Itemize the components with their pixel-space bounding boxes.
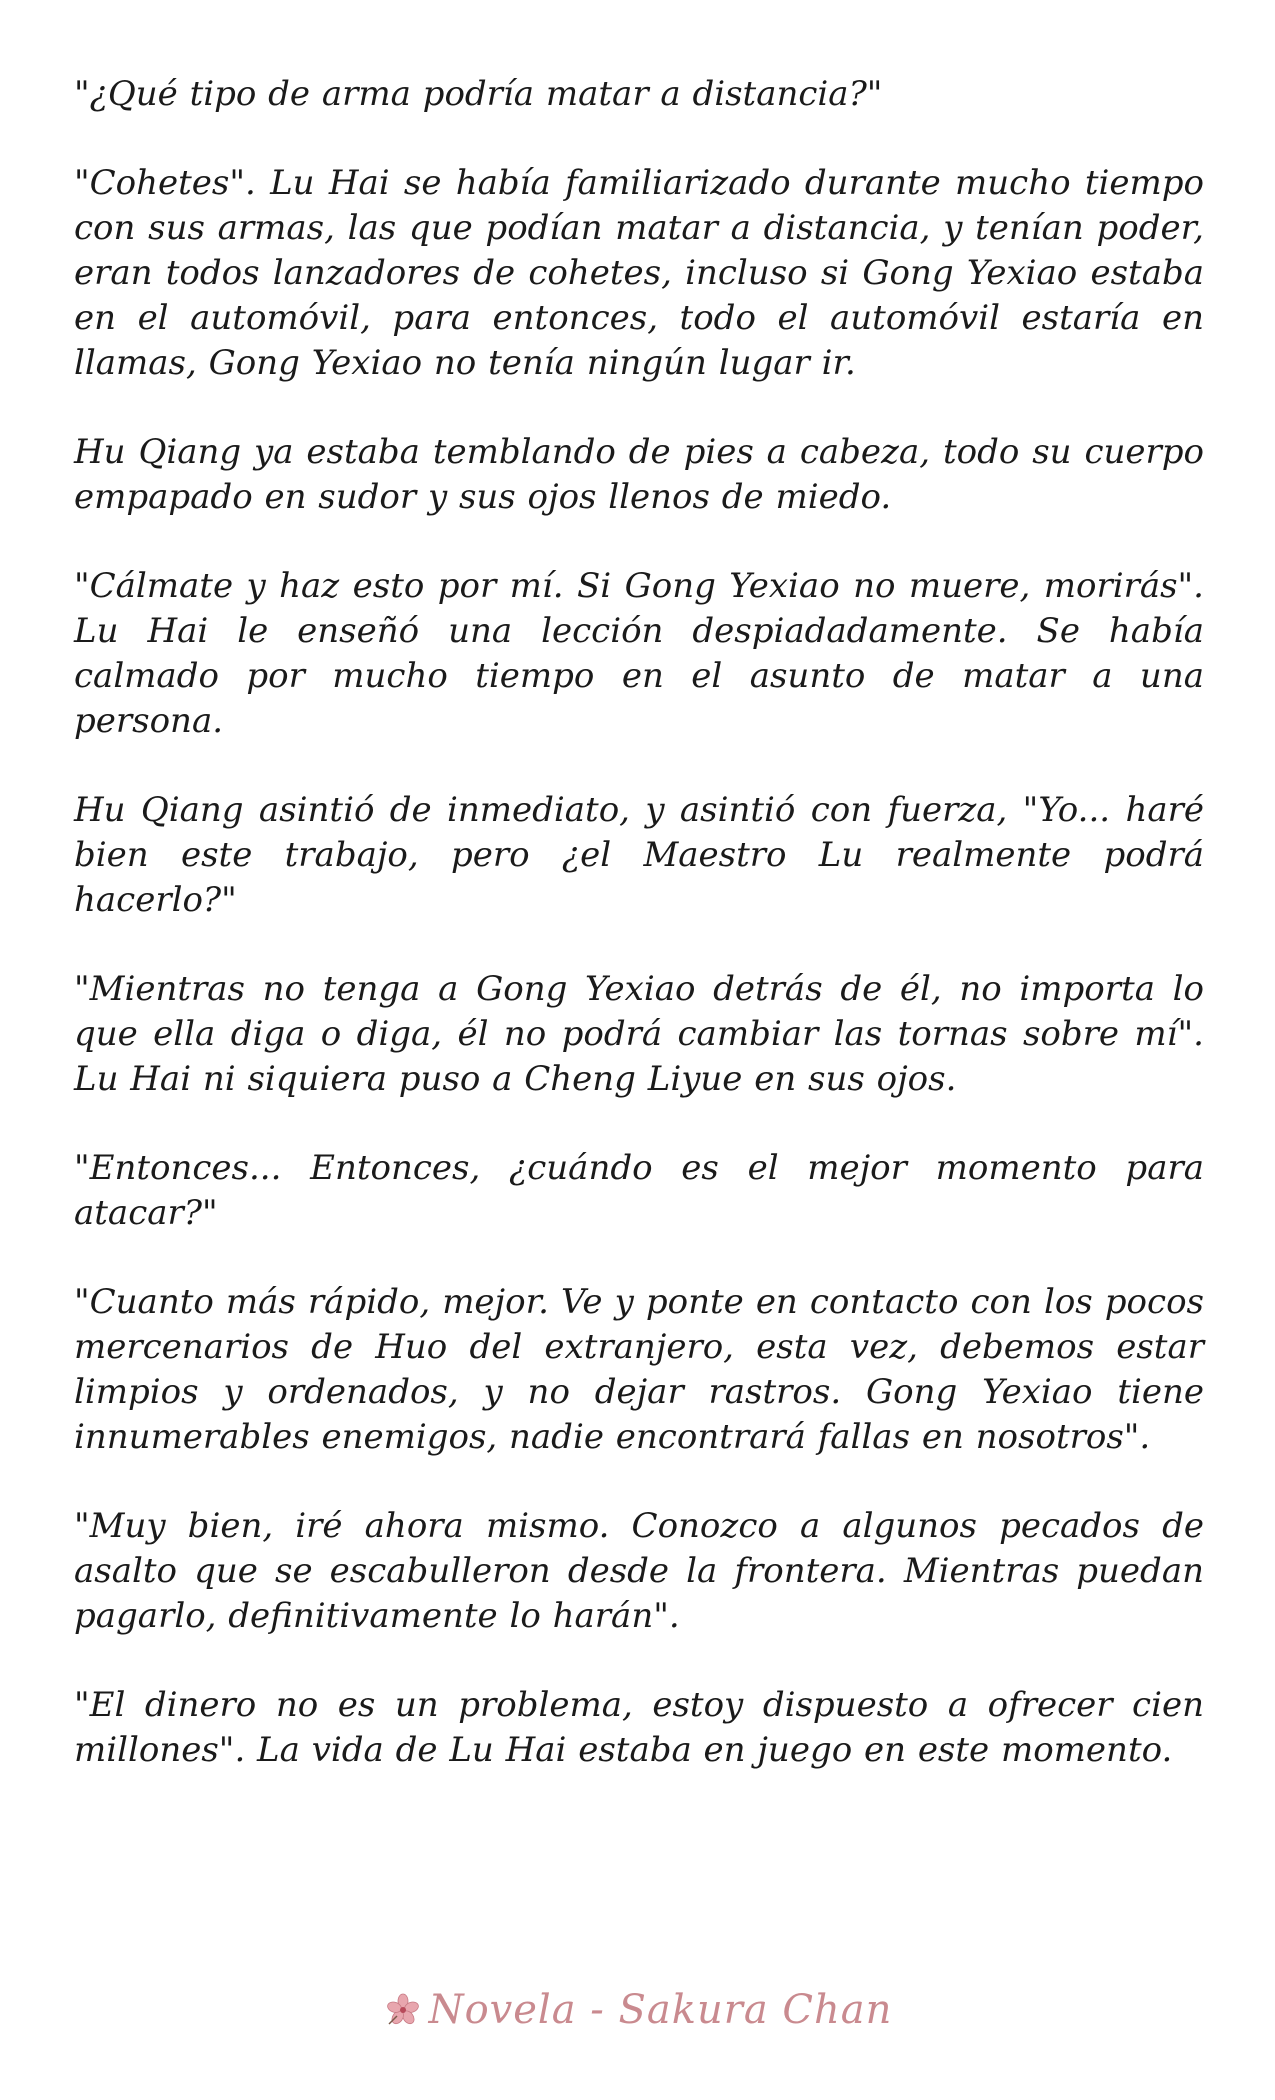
watermark bbox=[0, 1980, 1275, 2040]
paragraph-10: "El dinero no es un problema, estoy dispuesto a ofrecer cien millones". La vida de Lu Hai estaba en juego en este momento. bbox=[74, 1685, 1204, 1770]
story-text bbox=[74, 72, 1204, 1817]
paragraph-3: Hu Qiang ya estaba temblando de pies a cabeza, todo su cuerpo empapado en sudor y sus ojos llenos de miedo. bbox=[74, 432, 1204, 517]
sakura-flower-icon bbox=[383, 1990, 423, 2030]
paragraph-2: "Cohetes". Lu Hai se había familiarizado durante mucho tiempo con sus armas, las que podían matar a distancia, y tenían poder, eran todos lanzadores de cohetes, incluso si Gong Yexiao estaba en el automóvil, para entonces, todo el automóvil estaría en llamas, Gong Yexiao no tenía ningún lugar ir. bbox=[74, 163, 1204, 383]
paragraph-6: "Mientras no tenga a Gong Yexiao detrás de él, no importa lo que ella diga o diga, él no podrá cambiar las tornas sobre mí". Lu Hai ni siquiera puso a Cheng Liyue en sus ojos. bbox=[74, 969, 1204, 1099]
paragraph-9: "Muy bien, iré ahora mismo. Conozco a algunos pecados de asalto que se escabulleron desde la frontera. Mientras puedan pagarlo, definitivamente lo harán". bbox=[74, 1506, 1204, 1636]
paragraph-4: "Cálmate y haz esto por mí. Si Gong Yexiao no muere, morirás". Lu Hai le enseñó una lección despiadadamente. Se había calmado por mucho tiempo en el asunto de matar a una persona. bbox=[74, 566, 1204, 741]
paragraph-5: Hu Qiang asintió de inmediato, y asintió con fuerza, "Yo... haré bien este trabajo, pero ¿el Maestro Lu realmente podrá hacerlo?" bbox=[74, 790, 1204, 920]
paragraph-8: "Cuanto más rápido, mejor. Ve y ponte en contacto con los pocos mercenarios de Huo del extranjero, esta vez, debemos estar limpios y ordenados, y no dejar rastros. Gong Yexiao tiene innumerables enemigos, nadie encontrará fallas en nosotros". bbox=[74, 1282, 1204, 1457]
paragraph-7: "Entonces... Entonces, ¿cuándo es el mejor momento para atacar?" bbox=[74, 1148, 1204, 1233]
watermark-text: Novela - Sakura Chan bbox=[428, 1987, 893, 2033]
paragraph-1: "¿Qué tipo de arma podría matar a distancia?" bbox=[74, 74, 883, 114]
